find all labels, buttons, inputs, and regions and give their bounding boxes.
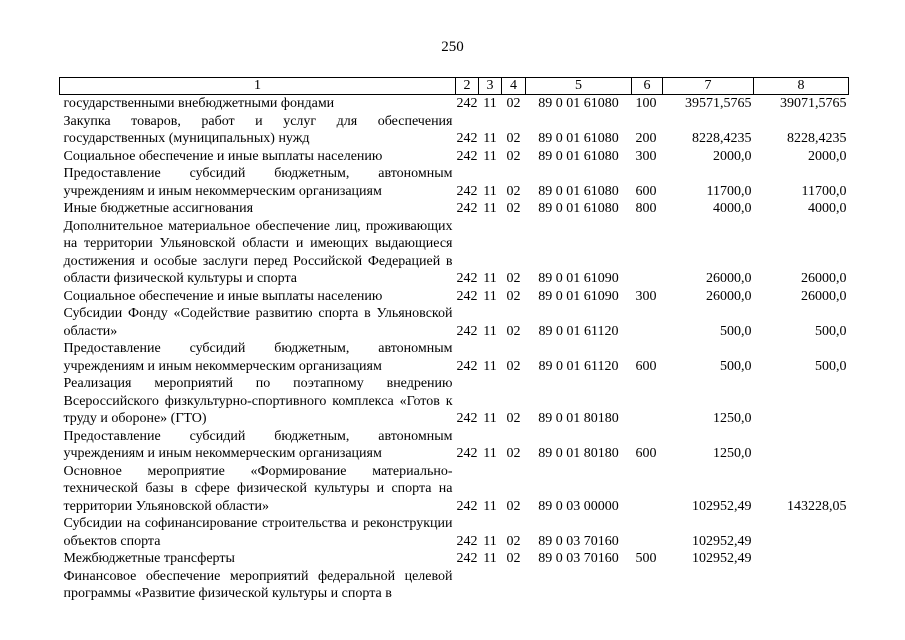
row-gr-code: 242 [456,201,478,216]
row-amount-8 [754,515,849,550]
row-pr-code: 02 [506,411,521,426]
row-amount-8: 26000,0 [801,288,847,304]
row-pr-code: 02 [506,551,521,566]
row-gr-code: 242 [456,131,478,146]
row-rz-code: 11 [483,271,497,286]
row-amount-8 [754,375,849,428]
row-rz-code: 11 [483,96,497,111]
column-header: 1 [60,78,456,95]
table-row [60,428,849,463]
row-vr-code: 300 [635,148,657,164]
row-amount-7: 4000,0 [713,201,752,216]
row-amount-7: 102952,49 [692,551,752,566]
column-header: 7 [663,78,754,95]
row-amount-7: 8228,4235 [692,131,752,146]
row-pr-code: 02 [506,533,521,549]
row-amount-8 [754,428,849,463]
table-row [60,288,849,306]
row-pr-code: 02 [506,358,521,374]
row-rz-code: 11 [483,201,497,216]
row-amount-7: 26000,0 [706,271,752,286]
page-number: 250 [441,39,464,55]
row-name: Реализация мероприятий по поэтапному внедрению Всероссийского физкультурно-спортивного комплекса «Готов к труду и обороне» (ГТО) [63,376,453,426]
row-amount-8: 26000,0 [801,271,847,286]
row-amount-8: 39071,5765 [780,96,847,111]
row-csr-code: 89 0 01 61120 [538,358,619,374]
row-rz-code: 11 [483,131,497,146]
row-pr-code [502,568,526,603]
row-gr-code: 242 [456,498,478,514]
row-pr-code: 02 [506,148,521,164]
row-amount-7: 2000,0 [713,148,752,164]
row-gr-code: 242 [456,148,478,164]
row-csr-code: 89 0 01 61080 [538,148,619,164]
row-amount-8: 8228,4235 [787,131,847,146]
row-name: государственными внебюджетными фондами [63,96,335,111]
table-row [60,148,849,166]
row-csr-code: 89 0 03 00000 [538,498,619,514]
table-row [60,95,849,113]
row-name: Финансовое обеспечение мероприятий федеральной целевой программы «Развитие физической культуры и спорта в [63,568,453,601]
column-header: 2 [456,78,479,95]
row-name: Предоставление субсидий бюджетным, автономным учреждениям и иным некоммерческим организациям [63,341,453,374]
row-csr-code: 89 0 01 61080 [538,183,619,199]
table-row [60,463,849,516]
row-amount-7: 39571,5765 [685,96,752,111]
row-amount-7: 1250,0 [713,411,752,426]
row-pr-code: 02 [506,96,521,111]
row-rz-code: 11 [483,498,497,514]
column-header: 8 [754,78,849,95]
table-row [60,305,849,340]
row-name: Субсидии Фонду «Содействие развитию спорта в Ульяновской области» [63,306,453,339]
row-gr-code: 242 [456,183,478,199]
row-amount-7: 500,0 [720,323,752,339]
row-vr-code: 200 [635,131,657,146]
budget-table [59,77,849,603]
row-amount-8: 2000,0 [808,148,847,164]
row-vr-code [632,463,663,516]
column-header: 6 [632,78,663,95]
row-gr-code [456,568,479,603]
row-amount-8: 500,0 [815,323,847,339]
row-vr-code: 600 [635,183,657,199]
row-vr-code: 600 [635,358,657,374]
row-vr-code: 300 [635,288,657,304]
row-gr-code: 242 [456,288,478,304]
table-row [60,515,849,550]
row-gr-code: 242 [456,323,478,339]
row-amount-7: 102952,49 [692,533,752,549]
row-vr-code: 800 [635,201,657,216]
row-rz-code: 11 [483,533,497,549]
row-csr-code [526,568,632,603]
row-pr-code: 02 [506,323,521,339]
row-gr-code: 242 [456,358,478,374]
column-header: 3 [479,78,502,95]
row-csr-code: 89 0 01 80180 [538,411,619,426]
row-gr-code: 242 [456,533,478,549]
row-csr-code: 89 0 03 70160 [538,551,619,566]
row-name: Основное мероприятие «Формирование материально-технической базы в сфере физической культуры и спорта на территории Ульяновской области» [63,463,453,514]
row-name: Закупка товаров, работ и услуг для обеспечения государственных (муниципальных) нужд [63,113,453,146]
row-pr-code: 02 [506,201,521,216]
row-pr-code: 02 [506,131,521,146]
row-amount-7: 11700,0 [706,183,752,199]
table-row [60,375,849,428]
column-header: 5 [526,78,632,95]
row-amount-7 [663,568,754,603]
row-gr-code: 242 [456,446,478,461]
table-header-row [60,78,849,95]
row-rz-code: 11 [483,551,497,566]
table-row [60,218,849,288]
table-row [60,200,849,218]
row-csr-code: 89 0 01 61090 [538,271,619,286]
row-csr-code: 89 0 01 61080 [538,201,619,216]
row-name: Дополнительное материальное обеспечение лиц, проживающих на территории Ульяновской области и имеющих выдающиеся достижения и особые заслуги перед Российской Федерацией в области физической культуры и спорта [63,218,453,286]
row-gr-code: 242 [456,96,478,111]
row-pr-code: 02 [506,288,521,304]
row-rz-code [479,568,502,603]
row-vr-code: 600 [635,446,657,461]
row-csr-code: 89 0 01 61080 [538,131,619,146]
row-name: Межбюджетные трансферты [63,551,235,566]
row-rz-code: 11 [483,446,497,461]
row-rz-code: 11 [483,323,497,339]
row-name: Социальное обеспечение и иные выплаты населению [63,148,383,164]
row-gr-code: 242 [456,411,478,426]
row-amount-8: 143228,05 [787,498,847,514]
row-csr-code: 89 0 01 80180 [538,446,619,461]
row-name: Иные бюджетные ассигнования [63,201,254,216]
row-vr-code: 100 [635,96,657,111]
row-gr-code: 242 [456,551,478,566]
row-rz-code: 11 [483,358,497,374]
column-header: 4 [502,78,526,95]
row-amount-7: 500,0 [720,358,752,374]
row-pr-code: 02 [506,498,521,514]
row-vr-code [632,375,663,428]
row-pr-code: 02 [506,183,521,199]
row-csr-code: 89 0 01 61120 [538,323,619,339]
row-name: Социальное обеспечение и иные выплаты населению [63,288,383,304]
row-gr-code: 242 [456,271,478,286]
row-vr-code [632,218,663,288]
table-row [60,550,849,568]
row-amount-7: 102952,49 [692,498,752,514]
table-row [60,568,849,603]
row-name: Предоставление субсидий бюджетным, автономным учреждениям и иным некоммерческим организациям [63,428,453,461]
row-vr-code [632,305,663,340]
table-row [60,340,849,375]
row-csr-code: 89 0 03 70160 [538,533,619,549]
row-pr-code: 02 [506,271,521,286]
row-csr-code: 89 0 01 61080 [538,96,619,111]
row-vr-code: 500 [635,551,657,566]
row-amount-8: 500,0 [815,358,847,374]
row-vr-code [632,568,663,603]
row-vr-code [632,515,663,550]
row-pr-code: 02 [506,446,521,461]
row-rz-code: 11 [483,183,497,199]
row-name: Субсидии на софинансирование строительства и реконструкции объектов спорта [63,516,453,549]
row-rz-code: 11 [483,288,497,304]
table-row [60,165,849,200]
row-amount-8: 11700,0 [801,183,847,199]
row-rz-code: 11 [483,411,497,426]
table-row [60,113,849,148]
row-amount-7: 26000,0 [706,288,752,304]
row-csr-code: 89 0 01 61090 [538,288,619,304]
table-body [60,95,849,603]
row-rz-code: 11 [483,148,497,164]
row-amount-8 [754,568,849,603]
row-name: Предоставление субсидий бюджетным, автономным учреждениям и иным некоммерческим организациям [63,166,453,199]
row-amount-8 [754,550,849,568]
row-amount-7: 1250,0 [713,446,752,461]
row-amount-8: 4000,0 [808,201,847,216]
